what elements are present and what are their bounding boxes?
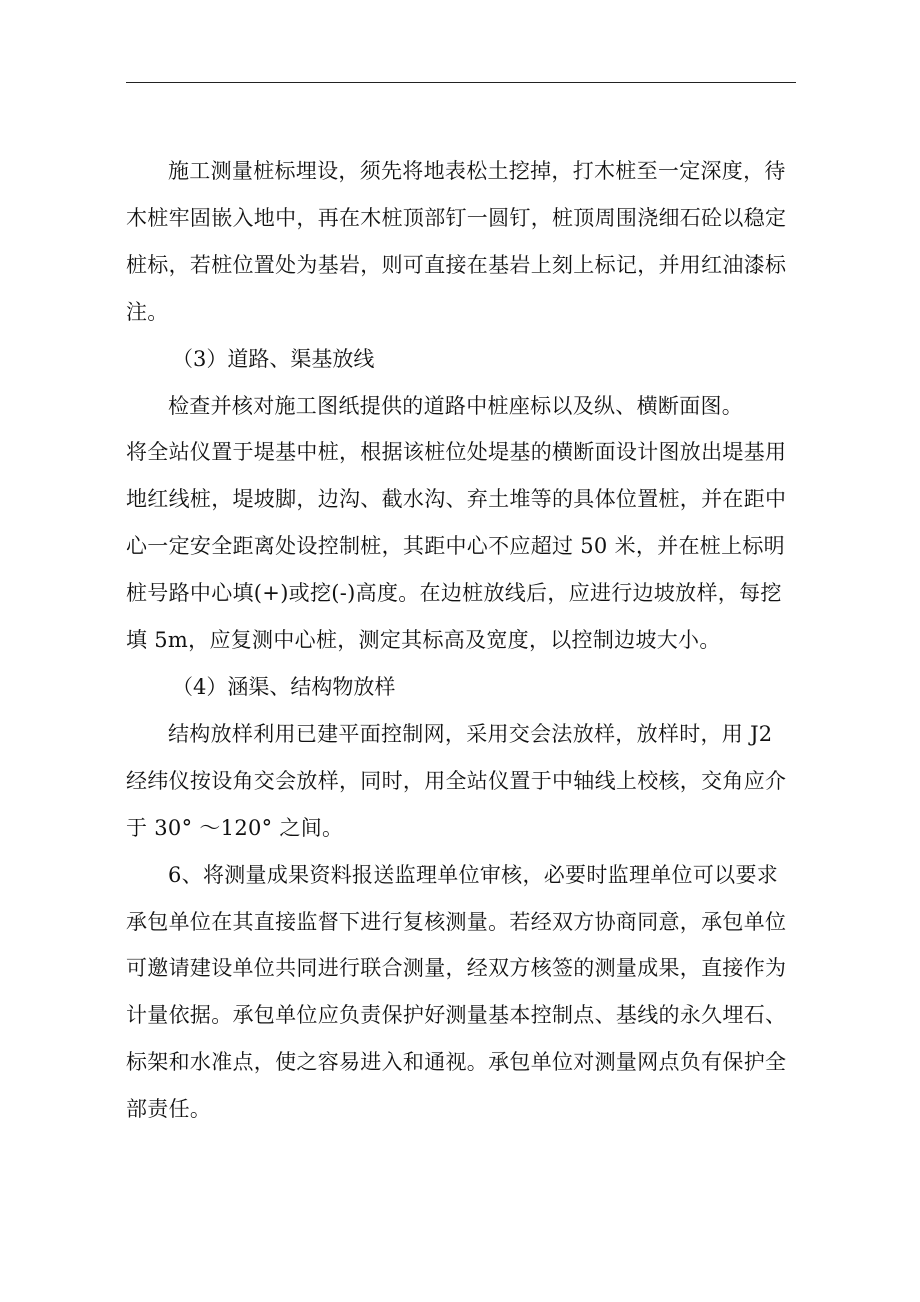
text-line: 计量依据。承包单位应负责保护好测量基本控制点、基线的永久埋石、 [126,1003,787,1028]
paragraph-survey-results [126,852,796,1133]
text-line: 部责任。 [126,1097,212,1122]
text-line: 检查并核对施工图纸提供的道路中桩座标以及纵、横断面图。 [168,393,744,418]
text-line: 桩号路中心填(+)或挖(-)高度。在边桩放线后，应进行边坡放样，每挖 [126,581,782,606]
header-rule [126,82,796,83]
paragraph-structure-layout [126,711,796,852]
section-heading-culvert-layout: （4）涵渠、结构物放样 [172,674,396,699]
text-line: 桩标，若桩位置处为基岩，则可直接在基岩上刻上标记，并用红油漆标 [126,252,787,277]
text-line: 木桩牢固嵌入地中，再在木桩顶部钉一圆钉，桩顶周围浇细石砼以稳定 [126,205,787,230]
text-line: 将全站仪置于堤基中桩，根据该桩位处堤基的横断面设计图放出堤基用 [126,440,787,465]
text-line: 于 30° ～120° 之间。 [126,815,344,840]
paragraph-road-layout [126,383,796,664]
text-line: 填 5m，应复测中心桩，测定其标高及宽度，以控制边坡大小。 [126,628,721,653]
text-line: 地红线桩，堤坡脚，边沟、截水沟、弃土堆等的具体位置桩，并在距中 [126,487,787,512]
text-line: 注。 [126,299,169,324]
document-body [126,148,796,1133]
text-line: 心一定安全距离处设控制桩，其距中心不应超过 50 米，并在桩上标明 [126,534,785,559]
text-line: 6、将测量成果资料报送监理单位审核，必要时监理单位可以要求 [168,862,779,887]
section-heading-road-layout: （3）道路、渠基放线 [172,346,375,371]
text-line: 经纬仪按设角交会放样，同时，用全站仪置于中轴线上校核，交角应介 [126,768,787,793]
text-line: 结构放样利用已建平面控制网，采用交会法放样，放样时，用 J2 [168,721,773,746]
text-line: 可邀请建设单位共同进行联合测量，经双方核签的测量成果，直接作为 [126,956,787,981]
paragraph-stake-burial [126,148,796,336]
text-line: 承包单位在其直接监督下进行复核测量。若经双方协商同意，承包单位 [126,909,787,934]
text-line: 施工测量桩标埋设，须先将地表松土挖掉，打木桩至一定深度，待 [168,159,786,183]
text-line: 标架和水准点，使之容易进入和通视。承包单位对测量网点负有保护全 [126,1050,787,1075]
